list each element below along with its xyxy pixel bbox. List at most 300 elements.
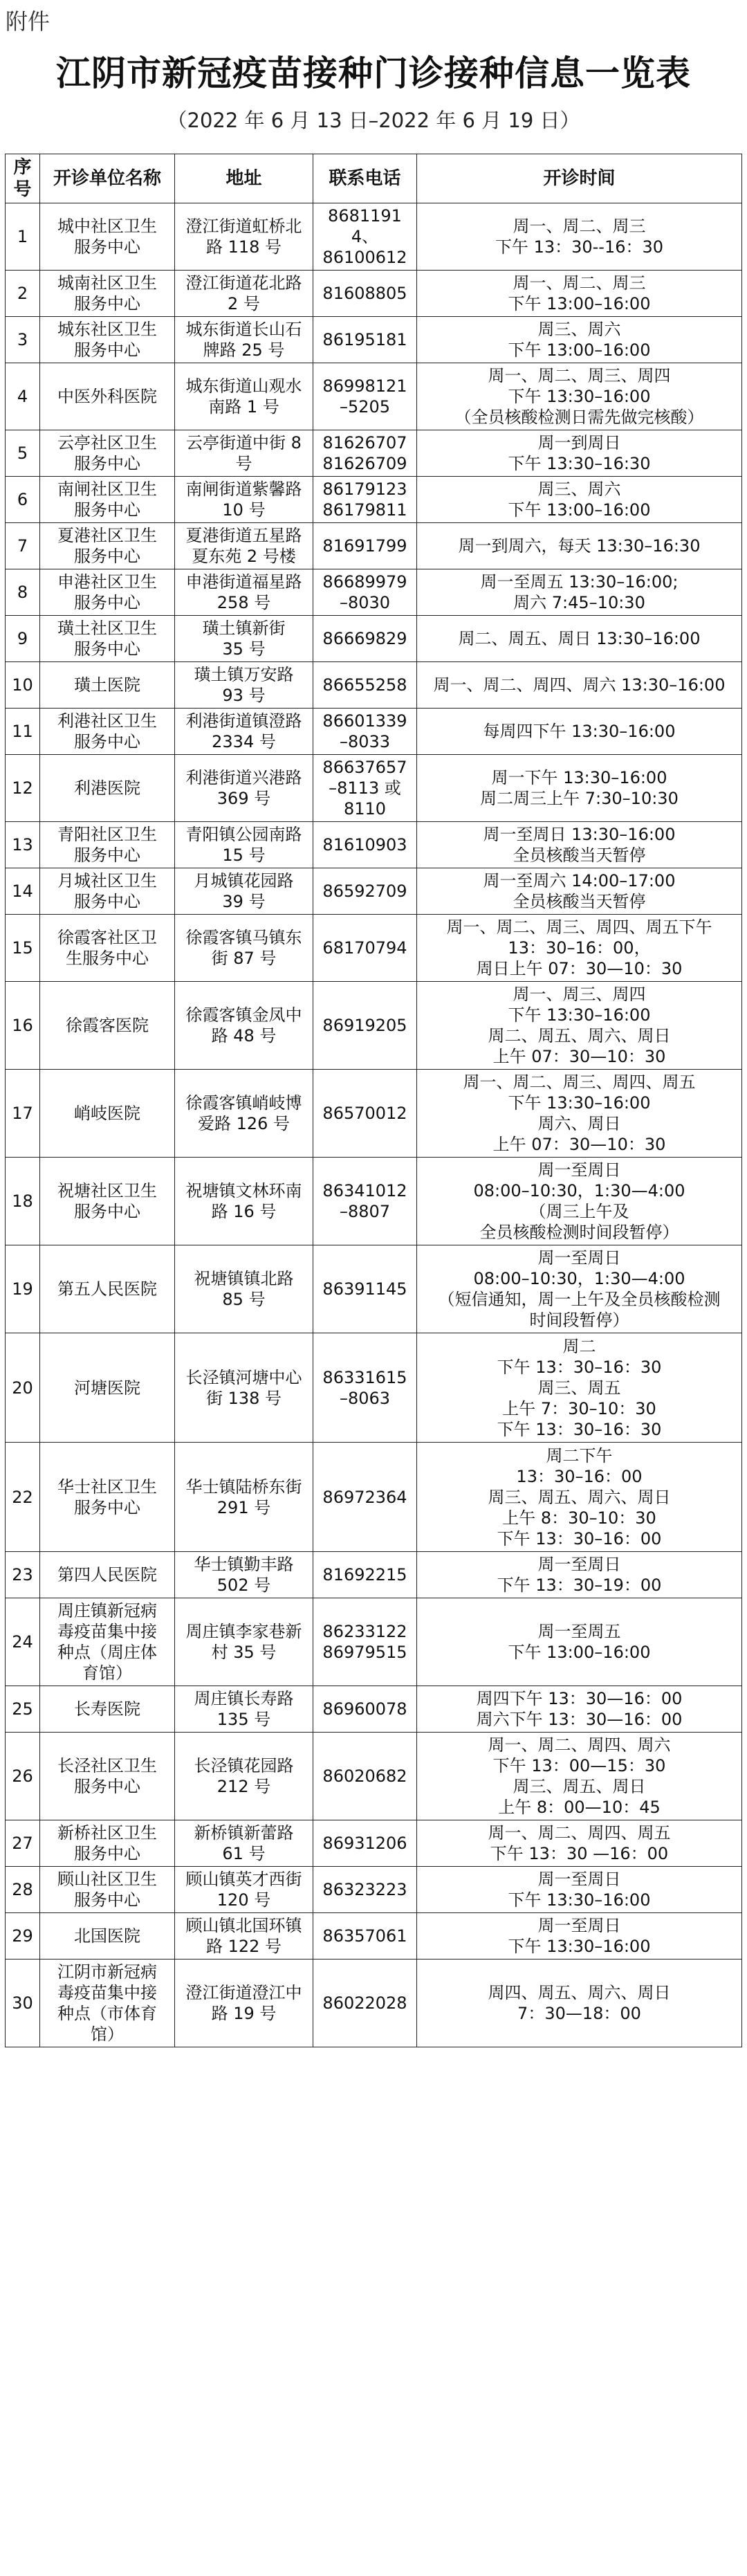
cell-hours-line: 周三、周五 — [537, 1378, 621, 1398]
cell-phone — [313, 755, 417, 822]
cell-phone-line: 86919205 — [322, 1016, 407, 1035]
cell-address-line: 华士镇勤丰路 — [194, 1555, 294, 1574]
cell-phone-line: –8033 — [339, 732, 391, 751]
cell-unit-line: 北国医院 — [74, 1926, 140, 1946]
table-row — [6, 523, 742, 569]
cell-address — [175, 1443, 313, 1552]
cell-unit — [40, 523, 175, 569]
cell-phone-line: 86601339 — [322, 711, 407, 731]
cell-phone — [313, 1552, 417, 1598]
table-header-row — [6, 154, 742, 203]
cell-unit-line: 服务中心 — [74, 237, 140, 257]
cell-hours — [417, 822, 742, 868]
cell-address-line: 61 号 — [222, 1844, 266, 1863]
cell-address-line: 城东街道长山石 — [185, 320, 302, 339]
cell-hours-line: （周三上午及 — [529, 1202, 629, 1221]
cell-hours-line: 上午 7：30–10：30 — [502, 1398, 656, 1418]
cell-address — [175, 317, 313, 363]
cell-address-line: 澄江街道虹桥北 — [185, 217, 302, 236]
cell-address-line: 39 号 — [222, 892, 266, 911]
cell-hours-line: 下午 13:30–16:00 — [508, 1005, 651, 1025]
cell-hours-line: 周一下午 13:30–16:00 — [491, 768, 667, 787]
cell-address-line: 10 号 — [222, 500, 266, 520]
cell-hours — [417, 1552, 742, 1598]
table-row — [6, 982, 742, 1070]
cell-phone — [313, 363, 417, 430]
cell-phone — [313, 1443, 417, 1552]
cell-hours — [417, 616, 742, 662]
cell-phone — [313, 203, 417, 271]
table-row — [6, 709, 742, 755]
cell-hours-line: 周一至周日 — [537, 1248, 621, 1268]
cell-address-line: 135 号 — [216, 1710, 271, 1729]
cell-address — [175, 1245, 313, 1333]
cell-address-line: 35 号 — [222, 639, 266, 659]
cell-unit-line: 服务中心 — [74, 340, 140, 360]
cell-hours — [417, 477, 742, 523]
cell-phone — [313, 523, 417, 569]
table-row — [6, 755, 742, 822]
cell-address — [175, 271, 313, 317]
date-range: （2022 年 6 月 13 日–2022 年 6 月 19 日） — [167, 109, 580, 132]
cell-unit — [40, 868, 175, 915]
cell-unit-line: 徐霞客医院 — [66, 1016, 149, 1035]
cell-phone-line: 81691799 — [322, 536, 407, 556]
cell-unit-line: 青阳社区卫生 — [57, 825, 157, 844]
cell-phone — [313, 982, 417, 1070]
cell-no: 15 — [6, 915, 40, 982]
table-row — [6, 569, 742, 616]
cell-address — [175, 982, 313, 1070]
cell-unit-line: 服务中心 — [74, 639, 140, 659]
cell-phone-line: 86323223 — [322, 1880, 407, 1899]
cell-unit-line: 毒疫苗集中接 — [57, 1983, 157, 2002]
cell-address — [175, 709, 313, 755]
cell-phone-line: 86998121 — [322, 376, 407, 396]
cell-phone-line: 86689979 — [322, 572, 407, 592]
cell-hours-line: 7：30—18：00 — [517, 2004, 641, 2023]
cell-address-line: 云亭街道中街 8 — [186, 433, 302, 453]
cell-unit-line: 申港社区卫生 — [57, 572, 157, 592]
cell-phone-line: 86811914、 — [328, 206, 402, 246]
cell-unit-line: 服务中心 — [74, 732, 140, 751]
cell-phone-line: –5205 — [339, 397, 391, 417]
table-row — [6, 915, 742, 982]
cell-unit-line: 华士社区卫生 — [57, 1477, 157, 1497]
cell-hours-line: 下午 13:00–16:00 — [508, 1643, 651, 1662]
cell-address-line: 新桥镇新蕾路 — [194, 1823, 294, 1843]
cell-hours-line: 周二 — [562, 1336, 596, 1356]
clinic-table — [5, 154, 742, 2047]
cell-hours — [417, 1733, 742, 1820]
cell-address-line: 爱路 126 号 — [197, 1114, 290, 1133]
cell-address — [175, 1733, 313, 1820]
cell-phone — [313, 1820, 417, 1867]
cell-phone-line: –8807 — [339, 1202, 391, 1221]
table-row — [6, 662, 742, 709]
cell-address-line: 申港街道福星路 — [185, 572, 302, 592]
cell-unit — [40, 430, 175, 477]
cell-no: 6 — [6, 477, 40, 523]
cell-unit — [40, 1820, 175, 1867]
cell-hours — [417, 1598, 742, 1686]
cell-hours-line: 周三、周五、周六、周日 — [488, 1487, 671, 1507]
cell-hours-line: 08:00–10:30，1:30—4:00 — [473, 1269, 685, 1288]
cell-phone-line: 86020682 — [322, 1766, 407, 1786]
cell-address — [175, 662, 313, 709]
cell-unit — [40, 363, 175, 430]
cell-phone — [313, 1960, 417, 2047]
table-row — [6, 1070, 742, 1158]
cell-no: 7 — [6, 523, 40, 569]
cell-no: 26 — [6, 1733, 40, 1820]
cell-phone-line: –8063 — [339, 1388, 391, 1408]
cell-hours-line: 周一、周二、周三 — [513, 217, 646, 236]
cell-address-line: 212 号 — [216, 1777, 271, 1796]
cell-hours — [417, 1333, 742, 1443]
cell-hours-line: 周一到周日 — [537, 433, 621, 453]
cell-phone-line: –8113 或 — [329, 778, 401, 798]
cell-no: 28 — [6, 1867, 40, 1913]
cell-address-line: 号 — [235, 454, 252, 473]
cell-phone — [313, 1245, 417, 1333]
cell-unit-line: 长泾社区卫生 — [57, 1756, 157, 1775]
cell-hours-line: 周一至周日 — [537, 1916, 621, 1935]
cell-phone-line: 86100612 — [322, 248, 407, 267]
cell-hours-line: 上午 07：30—10：30 — [492, 1047, 666, 1066]
cell-address — [175, 477, 313, 523]
cell-unit-line: 城南社区卫生 — [57, 273, 157, 293]
cell-hours-line: 周三、周六 — [537, 320, 621, 339]
cell-address-line: 城东街道山观水 — [185, 376, 302, 396]
table-row — [6, 1913, 742, 1960]
cell-address — [175, 1686, 313, 1733]
header-no: 序号 — [6, 154, 40, 203]
cell-address-line: 祝塘镇镇北路 — [194, 1269, 294, 1288]
cell-unit-line: 利港社区卫生 — [57, 711, 157, 731]
cell-address — [175, 1333, 313, 1443]
cell-address — [175, 1960, 313, 2047]
cell-hours — [417, 1245, 742, 1333]
cell-address-line: 路 122 号 — [205, 1937, 282, 1956]
cell-address — [175, 822, 313, 868]
header-hours: 开诊时间 — [417, 154, 742, 203]
cell-phone — [313, 709, 417, 755]
cell-no: 12 — [6, 755, 40, 822]
cell-hours — [417, 709, 742, 755]
cell-address-line: 2 号 — [228, 294, 260, 313]
cell-address-line: 徐霞客镇马镇东 — [185, 928, 302, 947]
cell-unit-line: 服务中心 — [74, 892, 140, 911]
cell-phone-line: 8110 — [343, 799, 387, 819]
cell-hours-line: 下午 13：30–16：30 — [497, 1419, 662, 1439]
page-title: 江阴市新冠疫苗接种门诊接种信息一览表 — [56, 53, 691, 93]
table-body — [6, 203, 742, 2047]
cell-phone-line: –8030 — [339, 593, 391, 612]
attachment-label: 附件 — [6, 8, 50, 35]
cell-address-line: 93 号 — [222, 686, 266, 705]
cell-hours-line: 下午 13:30–16:00 — [508, 1937, 651, 1956]
cell-hours-line: 上午 07：30—10：30 — [492, 1135, 666, 1154]
cell-unit-line: 河塘医院 — [74, 1378, 140, 1398]
cell-hours — [417, 1820, 742, 1867]
cell-address — [175, 1913, 313, 1960]
cell-unit-line: 城东社区卫生 — [57, 320, 157, 339]
table-row — [6, 1733, 742, 1820]
cell-no: 14 — [6, 868, 40, 915]
cell-unit-line: 服务中心 — [74, 547, 140, 566]
cell-phone-line: 86195181 — [322, 330, 407, 349]
cell-unit-line: 服务中心 — [74, 1777, 140, 1796]
cell-hours-line: 下午 13:30–16:00 — [508, 387, 651, 406]
table-row — [6, 317, 742, 363]
table-row — [6, 1552, 742, 1598]
cell-unit — [40, 203, 175, 271]
cell-hours-line: 周一、周二、周三 — [513, 273, 646, 293]
cell-phone — [313, 271, 417, 317]
cell-unit-line: 夏港社区卫生 — [57, 526, 157, 545]
cell-unit-line: 服务中心 — [74, 454, 140, 473]
cell-phone — [313, 662, 417, 709]
table-row — [6, 1820, 742, 1867]
cell-phone-line: 86570012 — [322, 1104, 407, 1123]
cell-hours-line: 周四下午 13：30—16：00 — [476, 1689, 683, 1708]
cell-address-line: 258 号 — [216, 593, 271, 612]
cell-phone-line: 81608805 — [322, 284, 407, 303]
cell-address — [175, 1598, 313, 1686]
table-row — [6, 477, 742, 523]
cell-no: 13 — [6, 822, 40, 868]
cell-phone — [313, 616, 417, 662]
cell-hours-line: 时间段暂停） — [529, 1310, 629, 1330]
cell-unit — [40, 709, 175, 755]
cell-address-line: 璜土镇万安路 — [194, 665, 294, 684]
cell-phone — [313, 430, 417, 477]
cell-unit — [40, 755, 175, 822]
cell-unit — [40, 915, 175, 982]
cell-phone — [313, 1598, 417, 1686]
cell-hours — [417, 203, 742, 271]
cell-address-line: 利港街道兴港路 — [185, 768, 302, 787]
cell-no: 2 — [6, 271, 40, 317]
cell-unit-line: 顾山社区卫生 — [57, 1870, 157, 1889]
cell-address — [175, 1820, 313, 1867]
table-row — [6, 1158, 742, 1245]
cell-phone — [313, 317, 417, 363]
cell-no: 17 — [6, 1070, 40, 1158]
cell-address-line: 周庄镇长寿路 — [194, 1689, 294, 1708]
cell-unit — [40, 616, 175, 662]
cell-unit — [40, 477, 175, 523]
cell-phone-line: 86179811 — [322, 500, 407, 520]
cell-phone-line: 86931206 — [322, 1834, 407, 1853]
cell-hours-line: 周二、周五、周六、周日 — [488, 1026, 671, 1045]
cell-hours-line: 下午 13：30–19：00 — [497, 1575, 662, 1595]
cell-hours-line: （短信通知，周一上午及全员核酸检测 — [438, 1290, 721, 1309]
cell-unit — [40, 1333, 175, 1443]
cell-address-line: 街 138 号 — [205, 1388, 282, 1408]
cell-unit-line: 种点（周庄体 — [57, 1643, 157, 1662]
table-row — [6, 616, 742, 662]
cell-hours-line: 周四、周五、周六、周日 — [488, 1983, 671, 2002]
cell-phone-line: 81692215 — [322, 1565, 407, 1584]
cell-no: 25 — [6, 1686, 40, 1733]
cell-address-line: 月城镇花园路 — [194, 871, 294, 890]
cell-unit — [40, 982, 175, 1070]
cell-hours — [417, 1960, 742, 2047]
cell-address-line: 南路 1 号 — [208, 397, 279, 417]
table-row — [6, 271, 742, 317]
cell-unit-line: 新桥社区卫生 — [57, 1823, 157, 1843]
cell-phone-line: 86979515 — [322, 1643, 407, 1662]
cell-phone-line: 86179123 — [322, 479, 407, 499]
cell-unit-line: 馆） — [91, 2025, 124, 2044]
cell-hours-line: 下午 13:00–16:00 — [508, 294, 651, 313]
cell-hours-line: 下午 13:00–16:00 — [508, 500, 651, 520]
cell-unit-line: 徐霞客社区卫 — [57, 928, 157, 947]
cell-phone — [313, 868, 417, 915]
cell-address-line: 路 48 号 — [211, 1026, 277, 1045]
cell-unit — [40, 1598, 175, 1686]
cell-unit-line: 周庄镇新冠病 — [57, 1601, 157, 1620]
cell-address-line: 徐霞客镇金凤中 — [185, 1005, 302, 1025]
cell-address-line: 璜土镇新街 — [202, 619, 286, 638]
cell-unit-line: 璜土社区卫生 — [57, 619, 157, 638]
cell-address — [175, 868, 313, 915]
cell-no: 16 — [6, 982, 40, 1070]
cell-unit-line: 中医外科医院 — [57, 387, 157, 406]
cell-hours-line: 下午 13：30--16：30 — [495, 237, 664, 257]
cell-unit-line: 璜土医院 — [74, 675, 140, 695]
cell-unit — [40, 1867, 175, 1913]
cell-address-line: 长泾镇河塘中心 — [185, 1367, 302, 1387]
cell-phone-line: 81626709 — [322, 454, 407, 473]
cell-address-line: 利港街道镇澄路 — [185, 711, 302, 731]
cell-hours — [417, 1443, 742, 1552]
cell-phone-line: 86357061 — [322, 1926, 407, 1946]
cell-address-line: 2334 号 — [212, 732, 276, 751]
cell-address — [175, 430, 313, 477]
cell-phone-line: 86637657 — [322, 758, 407, 777]
cell-address — [175, 1867, 313, 1913]
cell-no: 3 — [6, 317, 40, 363]
table-row — [6, 1867, 742, 1913]
cell-hours-line: 每周四下午 13:30–16:00 — [483, 722, 676, 741]
cell-phone — [313, 1867, 417, 1913]
cell-unit-line: 月城社区卫生 — [57, 871, 157, 890]
cell-hours — [417, 662, 742, 709]
cell-phone — [313, 1686, 417, 1733]
cell-no: 4 — [6, 363, 40, 430]
cell-unit — [40, 1686, 175, 1733]
cell-address-line: 顾山镇英才西街 — [185, 1870, 302, 1889]
header-unit: 开诊单位名称 — [40, 154, 175, 203]
cell-address-line: 澄江街道澄江中 — [185, 1983, 302, 2002]
cell-hours-line: 13：30–16：00， — [508, 938, 651, 958]
cell-no: 19 — [6, 1245, 40, 1333]
cell-hours-line: 周一、周二、周四、周六 — [488, 1735, 671, 1755]
cell-phone-line: 86022028 — [322, 1993, 407, 2013]
cell-phone-line: 68170794 — [322, 938, 407, 958]
cell-unit-line: 服务中心 — [74, 593, 140, 612]
cell-unit — [40, 1443, 175, 1552]
cell-hours-line: 周二周三上午 7:30–10:30 — [480, 789, 679, 808]
cell-hours-line: 周日上午 07：30—10：30 — [476, 959, 683, 978]
cell-hours-line: 全员核酸当天暂停 — [513, 846, 646, 865]
cell-address-line: 路 16 号 — [211, 1202, 277, 1221]
cell-hours — [417, 569, 742, 616]
table-row — [6, 868, 742, 915]
cell-unit — [40, 1070, 175, 1158]
cell-hours — [417, 363, 742, 430]
cell-no: 1 — [6, 203, 40, 271]
cell-hours — [417, 430, 742, 477]
cell-hours-line: 周一、周二、周四、周五 — [488, 1823, 671, 1843]
cell-hours-line: 上午 8：30–10：30 — [502, 1508, 656, 1528]
cell-hours — [417, 1158, 742, 1245]
cell-hours-line: 周一、周三、周四 — [513, 985, 646, 1004]
cell-phone — [313, 1158, 417, 1245]
cell-hours-line: 13：30–16：00 — [516, 1466, 643, 1486]
cell-address-line: 长泾镇花园路 — [194, 1756, 294, 1775]
cell-address — [175, 1158, 313, 1245]
cell-address — [175, 1070, 313, 1158]
cell-unit — [40, 822, 175, 868]
cell-hours-line: 周六 7:45–10:30 — [513, 593, 645, 612]
cell-unit — [40, 317, 175, 363]
cell-no: 5 — [6, 430, 40, 477]
cell-unit-line: 生服务中心 — [66, 949, 149, 968]
cell-unit — [40, 569, 175, 616]
cell-phone-line: 86341012 — [322, 1181, 407, 1200]
cell-address — [175, 363, 313, 430]
cell-hours-line: 周二下午 — [546, 1445, 613, 1465]
cell-hours — [417, 1913, 742, 1960]
cell-address-line: 南闸街道紫馨路 — [185, 479, 302, 499]
cell-phone — [313, 477, 417, 523]
table-row — [6, 1686, 742, 1733]
cell-unit-line: 云亭社区卫生 — [57, 433, 157, 453]
cell-no: 8 — [6, 569, 40, 616]
cell-no: 20 — [6, 1333, 40, 1443]
cell-no: 24 — [6, 1598, 40, 1686]
cell-address-line: 85 号 — [222, 1290, 266, 1309]
cell-unit-line: 服务中心 — [74, 846, 140, 865]
cell-phone-line: 86331615 — [322, 1367, 407, 1387]
cell-hours-line: 周一至周日 — [537, 1555, 621, 1574]
cell-hours-line: 下午 13:30–16:00 — [508, 1890, 651, 1910]
table-row — [6, 363, 742, 430]
cell-hours-line: 全员核酸检测时间段暂停） — [479, 1223, 679, 1242]
cell-unit — [40, 1158, 175, 1245]
cell-no: 9 — [6, 616, 40, 662]
cell-no: 22 — [6, 1443, 40, 1552]
cell-unit — [40, 662, 175, 709]
cell-hours-line: 周一、周二、周三、周四 — [488, 366, 671, 385]
table-row — [6, 822, 742, 868]
cell-hours-line: 周一至周五 13:30–16:00; — [480, 572, 679, 592]
cell-address-line: 华士镇陆桥东街 — [185, 1477, 302, 1497]
cell-hours — [417, 868, 742, 915]
cell-hours — [417, 1686, 742, 1733]
cell-hours — [417, 523, 742, 569]
cell-no: 30 — [6, 1960, 40, 2047]
cell-unit-line: 江阴市新冠病 — [57, 1962, 157, 1982]
cell-phone-line: 86972364 — [322, 1487, 407, 1507]
cell-unit — [40, 1245, 175, 1333]
table-row — [6, 1960, 742, 2047]
cell-hours-line: 周一至周六 14:00–17:00 — [483, 871, 676, 890]
